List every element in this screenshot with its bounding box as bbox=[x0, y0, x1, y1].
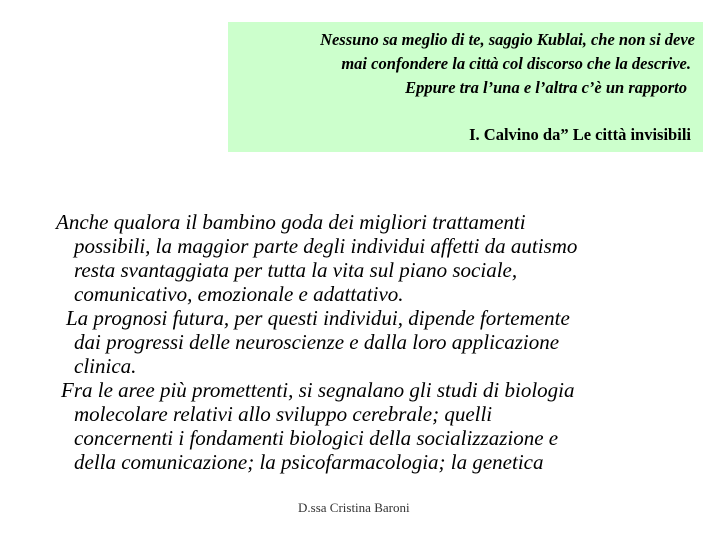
paragraph-3-line-1: Fra le aree più promettenti, si segnalano gli studi di biologia bbox=[61, 378, 575, 402]
paragraph-3-line-2: molecolare relativi allo sviluppo cerebrale; quelli bbox=[74, 402, 493, 426]
paragraph-3-line-3: concernenti i fondamenti biologici della socializzazione e bbox=[74, 426, 559, 450]
quote-box bbox=[228, 22, 703, 152]
paragraph-2-line-2: dai progressi delle neuroscienze e dalla loro applicazione bbox=[74, 330, 560, 354]
paragraph-2-line-1: La prognosi futura, per questi individui, dipende fortemente bbox=[66, 306, 570, 330]
footer-author: D.ssa Cristina Baroni bbox=[298, 500, 410, 515]
paragraph-1-line-4: comunicativo, emozionale e adattativo. bbox=[74, 282, 404, 306]
quote-line-1: Nessuno sa meglio di te, saggio Kublai, che non si deve bbox=[320, 30, 695, 49]
body-text bbox=[0, 210, 720, 474]
quote-line-2: mai confondere la città col discorso che la descrive. bbox=[341, 54, 691, 73]
paragraph-2-line-3: clinica. bbox=[74, 354, 137, 378]
paragraph-3-line-4: della comunicazione; la psicofarmacologia; la genetica bbox=[74, 450, 544, 474]
paragraph-1-line-2: possibili, la maggior parte degli individui affetti da autismo bbox=[74, 234, 578, 258]
quote-attribution: I. Calvino da” Le città invisibili bbox=[469, 125, 691, 144]
quote-line-3: Eppure tra l’una e l’altra c’è un rapporto bbox=[405, 78, 687, 97]
paragraph-1-line-3: resta svantaggiata per tutta la vita sul piano sociale, bbox=[74, 258, 518, 282]
paragraph-1-line-1: Anche qualora il bambino goda dei migliori trattamenti bbox=[56, 210, 526, 234]
